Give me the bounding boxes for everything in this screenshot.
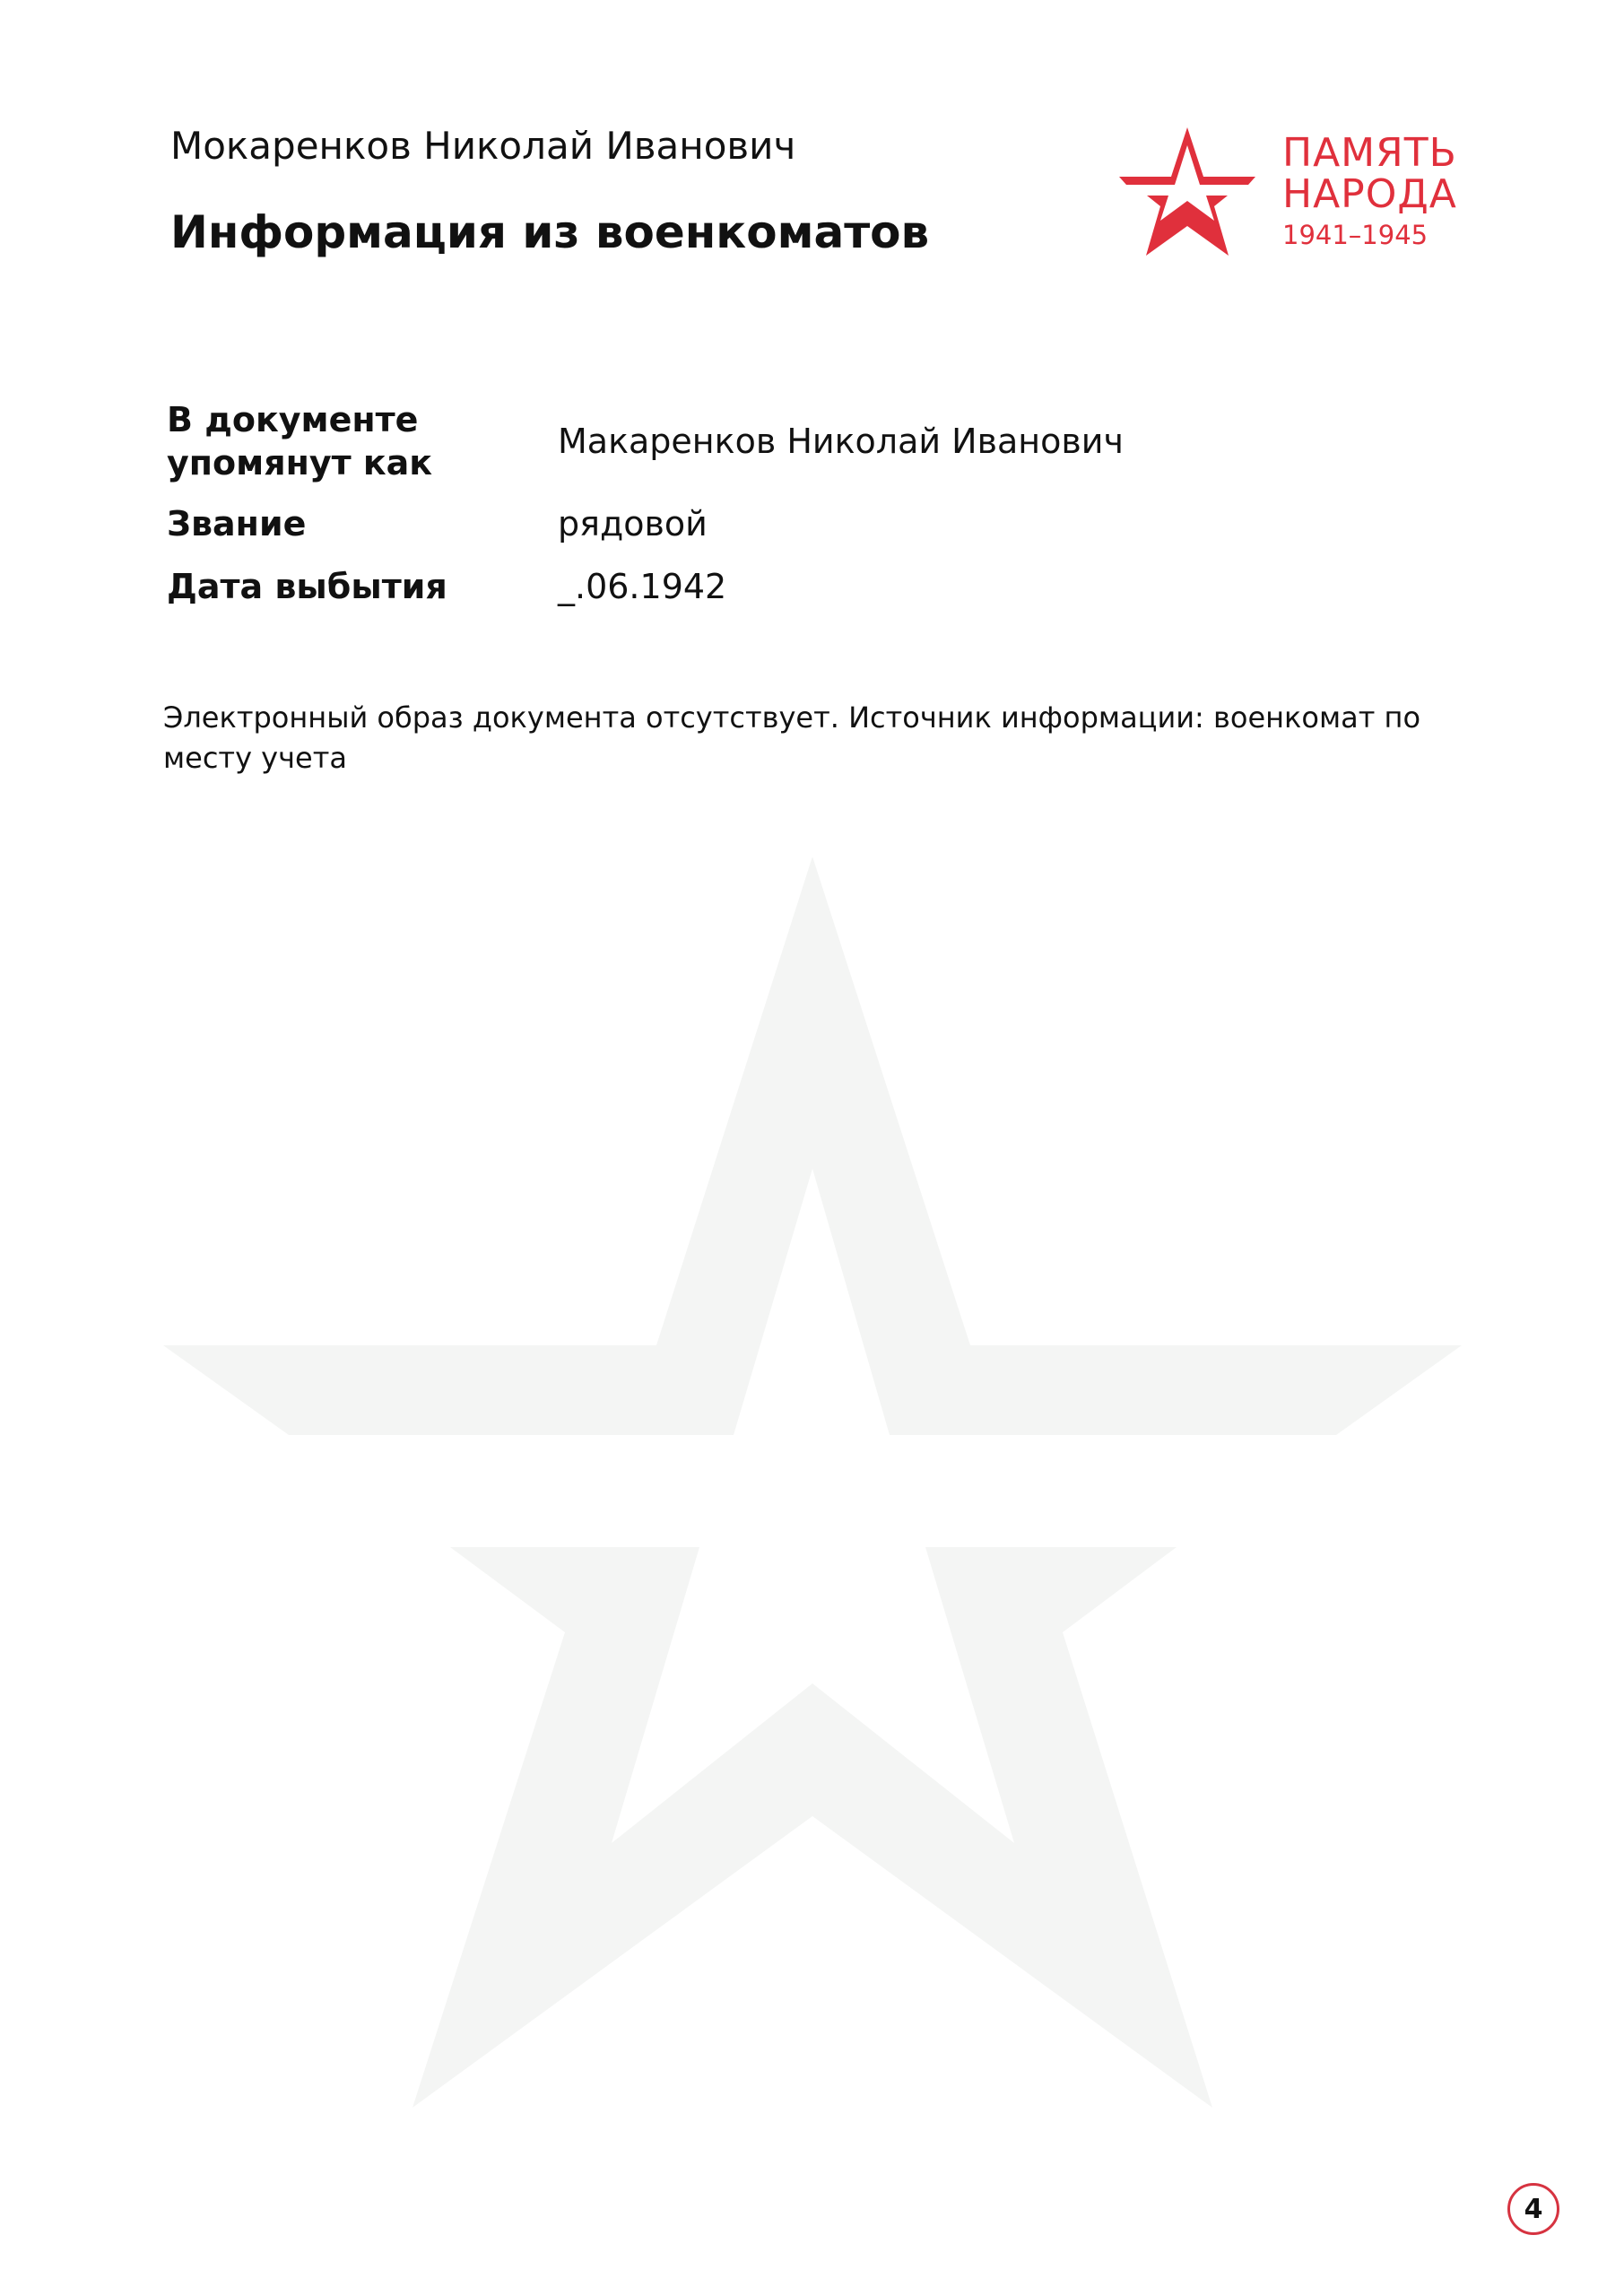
logo (1119, 126, 1478, 260)
source-note: Электронный образ документа отсутствует. Источник информации: военкомат по месту учета (163, 700, 1421, 775)
logo-line1: ПАМЯТЬ (1282, 130, 1457, 176)
field-value-mentioned-as: Макаренков Николай Иванович (558, 422, 1124, 461)
page-title: Информация из военкоматов (170, 206, 930, 258)
logo-line2: НАРОДА (1282, 171, 1457, 217)
field-label-departure-date: Дата выбытия (167, 567, 447, 606)
field-label-rank: Звание (167, 504, 307, 544)
field-value-departure-date: _.06.1942 (558, 567, 727, 606)
star-icon (1119, 126, 1255, 260)
field-value-rank: рядовой (558, 504, 708, 544)
page-number: 4 (1507, 2183, 1559, 2235)
field-label-mentioned-as: В документе упомянут как (167, 400, 433, 483)
person-name: Мокаренков Николай Иванович (170, 124, 796, 168)
logo-years: 1941–1945 (1282, 220, 1429, 250)
